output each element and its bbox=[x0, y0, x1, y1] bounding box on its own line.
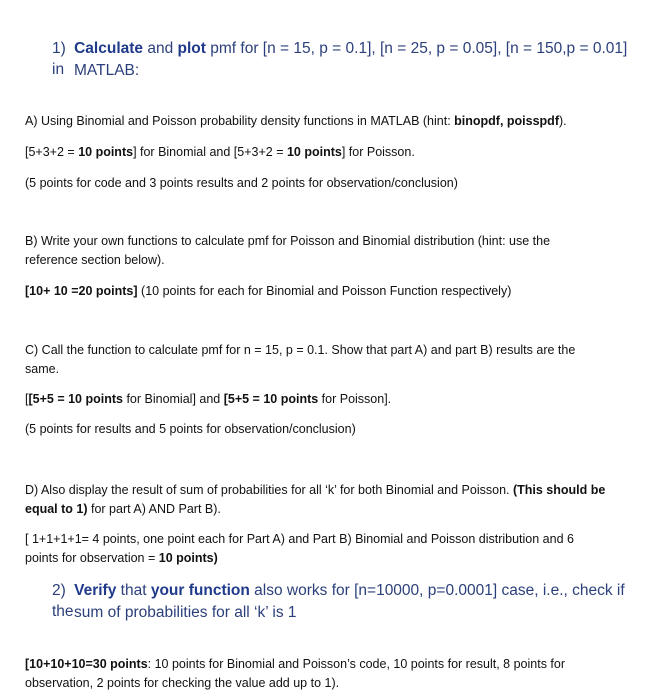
part-a-points: [5+3+2 = 10 points] for Binomial and [5+3+2 = 10 points] for Poisson. bbox=[25, 145, 415, 159]
calculate-keyword: Calculate bbox=[74, 40, 144, 57]
question-1-heading: 1) Calculate and plot pmf for [n = 15, p = 0.1], [n = 25, p = 0.05], [n = 150,p = 0.01] in bbox=[52, 40, 628, 78]
final-points-line1: [10+10+10=30 points: 10 points for Binomial and Poisson’s code, 10 points for result, 8 points for bbox=[25, 657, 566, 671]
part-c-line2: same. bbox=[25, 362, 60, 376]
question-2-heading: 2) Verify that your function also works for [n=10000, p=0.0001] case, i.e., check if the bbox=[52, 582, 625, 620]
question-1-number: 1) bbox=[52, 40, 66, 57]
part-b-points: [10+ 10 =20 points] (10 points for each for Binomial and Poisson Function respectively) bbox=[25, 284, 512, 298]
part-a-line1: A) Using Binomial and Poisson probability density functions in MATLAB (hint: binopdf, poisspdf). bbox=[25, 114, 567, 128]
part-b-line1: B) Write your own functions to calculate pmf for Poisson and Binomial distribution (hint: use the bbox=[25, 234, 551, 248]
part-d-points-line1: [ 1+1+1+1= 4 points, one point each for Part A) and Part B) Binomial and Poisson distribution and 6 bbox=[25, 532, 574, 546]
part-c-points: [[5+5 = 10 points for Binomial] and [5+5 = 10 points for Poisson]. bbox=[25, 392, 392, 406]
your-function-keyword: your function bbox=[150, 582, 250, 599]
part-d-points-line2: points for observation = 10 points) bbox=[25, 551, 218, 565]
question-2-number: 2) bbox=[52, 582, 66, 599]
part-b-line2: reference section below). bbox=[25, 253, 165, 267]
part-c-breakdown: (5 points for results and 5 points for observation/conclusion) bbox=[25, 422, 356, 436]
part-a-breakdown: (5 points for code and 3 points results and 2 points for observation/conclusion) bbox=[25, 176, 458, 190]
part-d-line2: equal to 1) for part A) AND Part B). bbox=[25, 502, 221, 516]
part-d-line1: D) Also display the result of sum of probabilities for all ‘k’ for both Binomial and Poisson. (This should be bbox=[25, 483, 606, 497]
plot-keyword: plot bbox=[177, 40, 206, 57]
question-2-heading-line2: sum of probabilities for all ‘k’ is 1 bbox=[74, 604, 297, 621]
question-1-heading-line2: MATLAB: bbox=[74, 62, 140, 79]
final-points-line2: observation, 2 points for checking the value add up to 1). bbox=[25, 676, 340, 690]
verify-keyword: Verify bbox=[74, 582, 117, 599]
part-c-line1: C) Call the function to calculate pmf for n = 15, p = 0.1. Show that part A) and part B) results are the bbox=[25, 343, 576, 357]
